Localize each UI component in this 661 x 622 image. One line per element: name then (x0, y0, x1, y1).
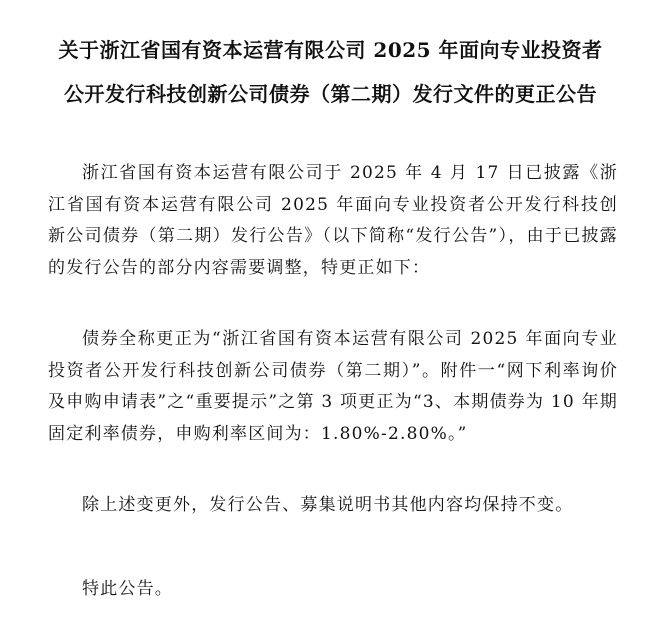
paragraph-unchanged: 除上述变更外，发行公告、募集说明书其他内容均保持不变。 (82, 495, 574, 515)
closing-statement: 特此公告。 (82, 579, 173, 599)
paragraph-correction: 债券全称更正为“浙江省国有资本运营有限公司 2025 年面向专业投资者公开发行科技创新公司债券（第二期）”。附件一“网下利率询价及申购申请表”之“重要提示”之第 3 项更正为“3、本期债券为 10 年期固定利率债券，申购利率区间为：1.80%-2.80%。” (48, 329, 618, 444)
document-title-line-1: 关于浙江省国有资本运营有限公司 2025 年面向专业投资者 (58, 38, 603, 62)
document-title-line-2: 公开发行科技创新公司债券（第二期）发行文件的更正公告 (64, 82, 597, 106)
paragraph-disclosure: 浙江省国有资本运营有限公司于 2025 年 4 月 17 日已披露《浙江省国有资本运营有限公司 2025 年面向专业投资者公开发行科技创新公司债券（第二期）发行公告》（以下简称“发行公告”），由于已披露的发行公告的部分内容需要调整，特更正如下： (48, 163, 618, 278)
